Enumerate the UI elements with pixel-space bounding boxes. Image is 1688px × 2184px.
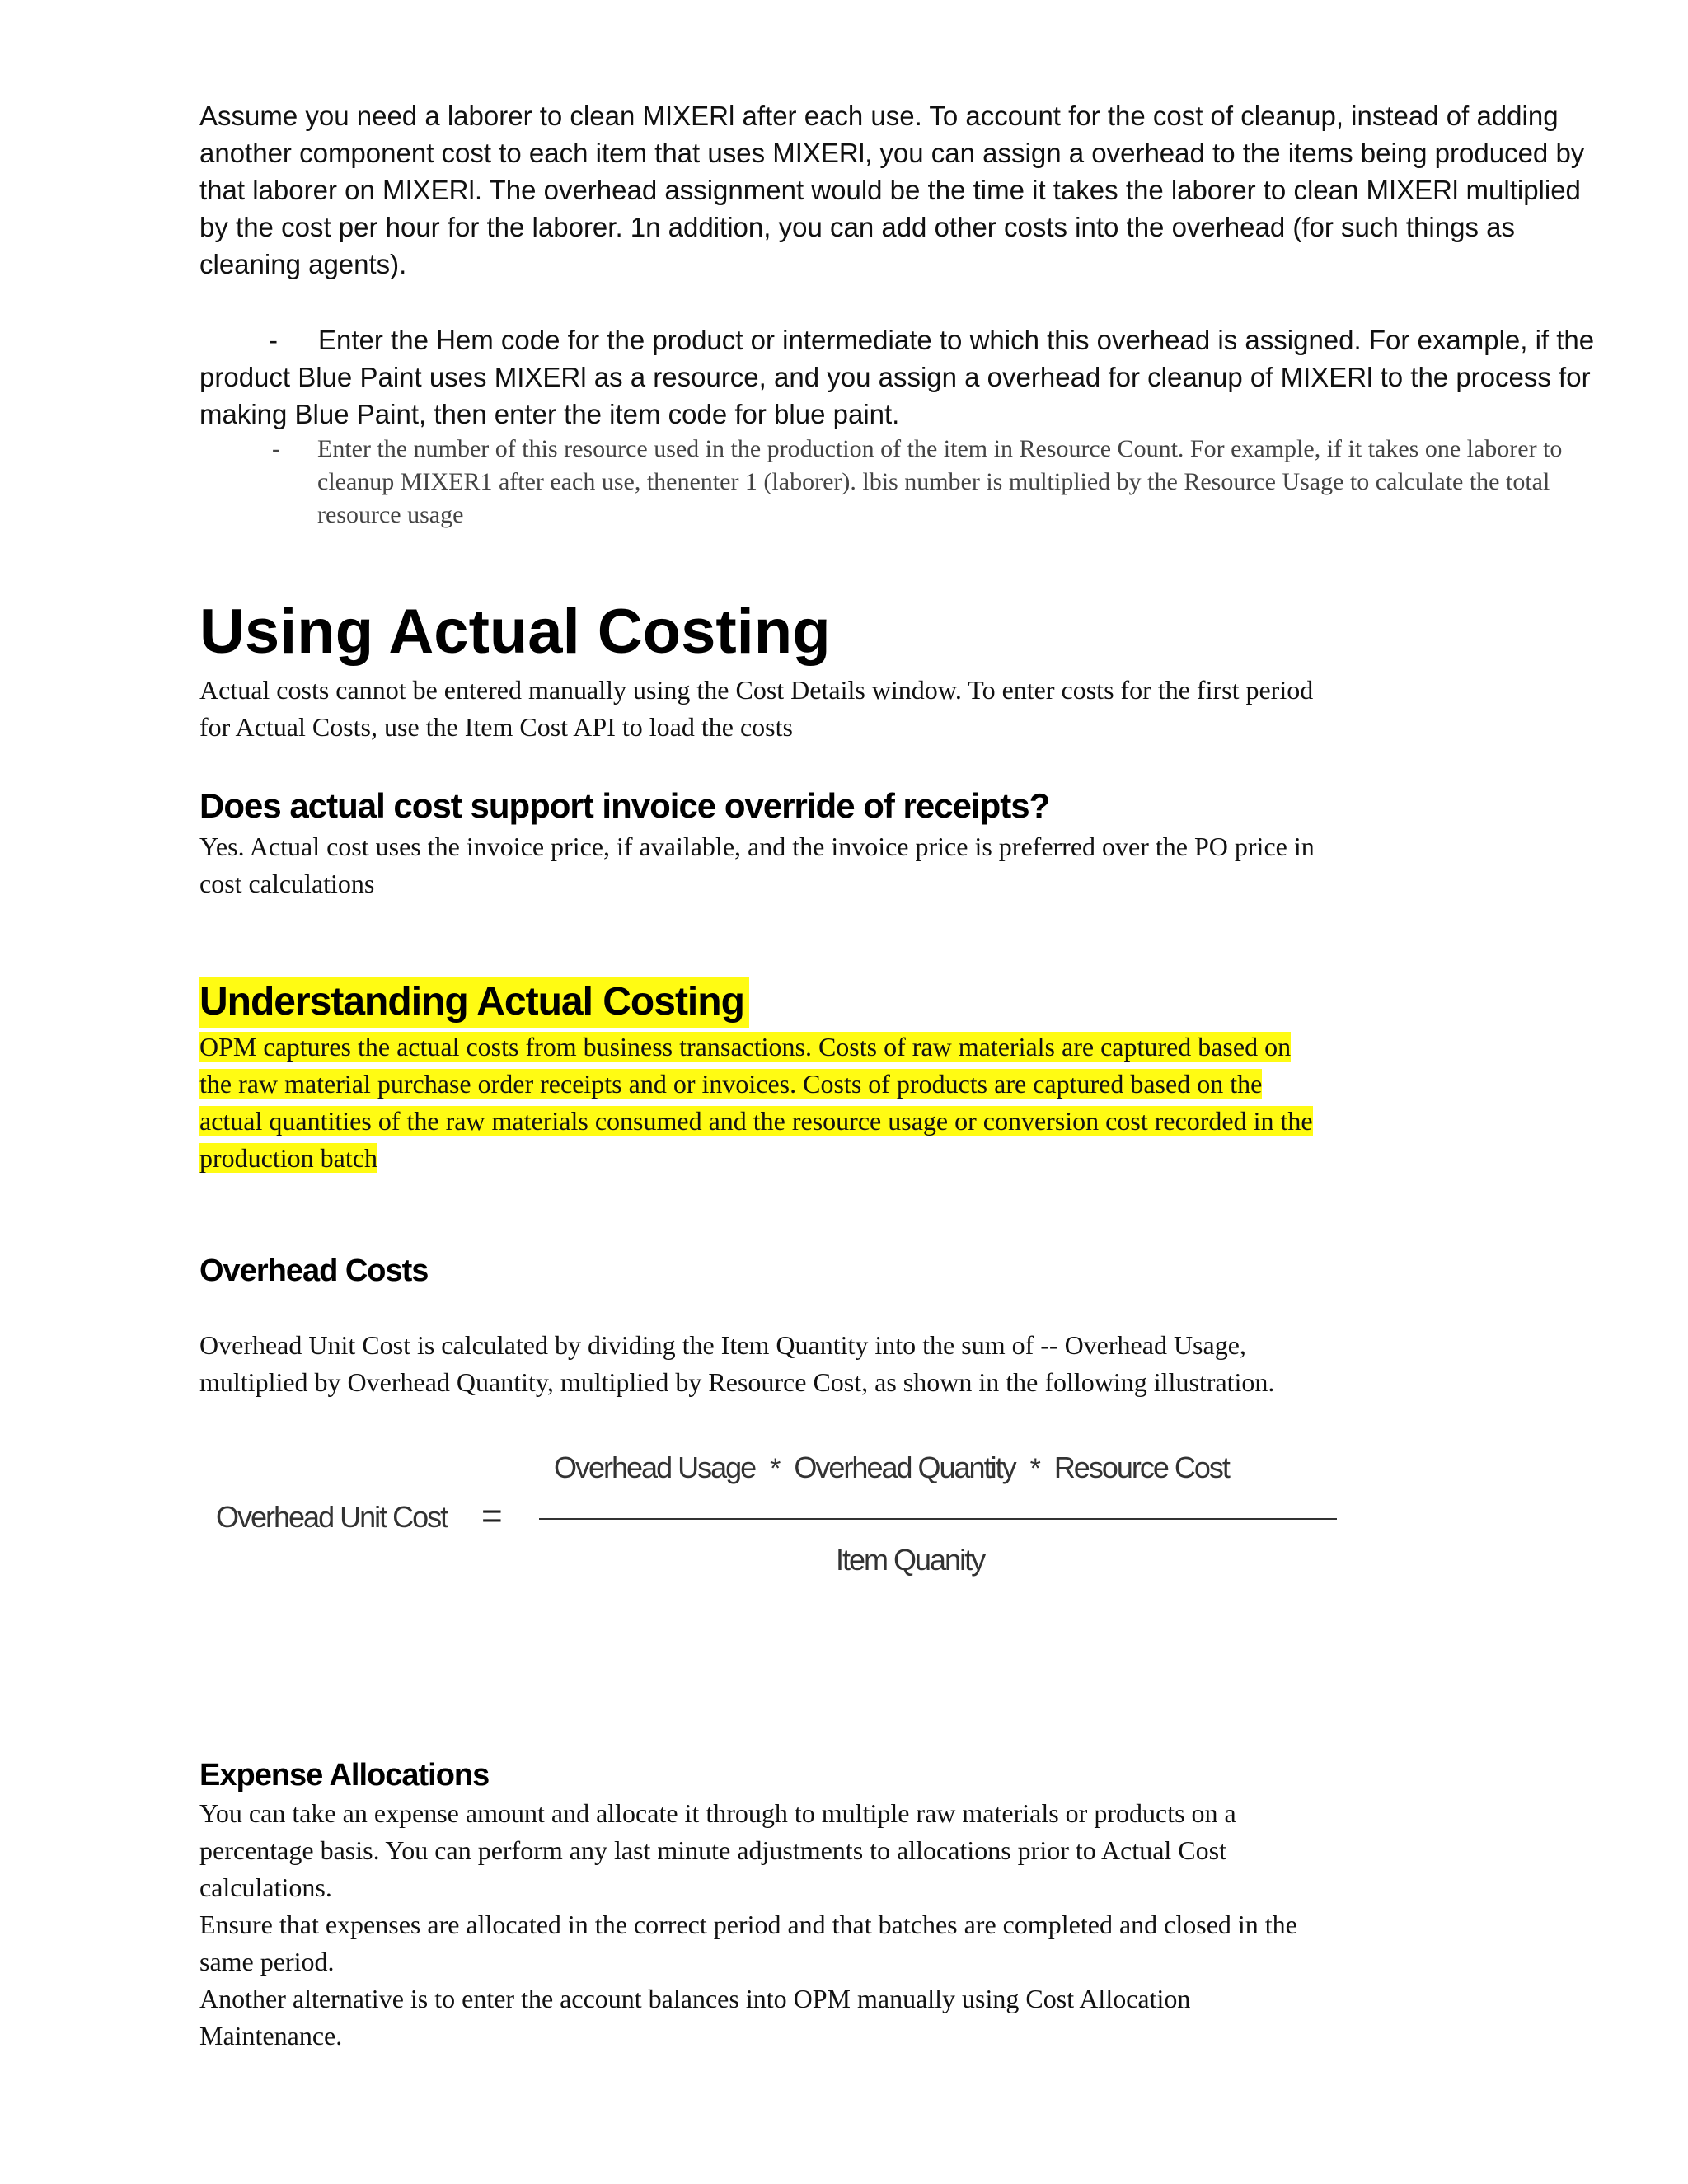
formula-multiply: * — [770, 1453, 780, 1484]
expense-paragraph: Ensure that expenses are allocated in the correct period and that batches are completed and closed in the same period. — [199, 1910, 1297, 1976]
formula-term-resource-cost: Resource Cost — [1053, 1451, 1229, 1484]
fraction-bar — [539, 1518, 1337, 1520]
actual-costing-paragraph: Actual costs cannot be entered manually using the Cost Details window. To enter costs for the first period for Actual Costs, use the Item Cost API to load the costs — [199, 675, 1314, 742]
overhead-formula-illustration — [216, 1451, 1337, 1582]
formula-term-overhead-usage: Overhead Usage — [554, 1451, 756, 1484]
heading-invoice-override: Does actual cost support invoice override of receipts? — [199, 786, 1050, 825]
section-title-using-actual-costing: Using Actual Costing — [199, 597, 831, 667]
understanding-paragraph — [199, 1029, 1320, 1177]
overhead-paragraph: Overhead Unit Cost is calculated by dividing the Item Quantity into the sum of -- Overhead Usage, multiplied by Overhead Quantity, multiplied by Resource Cost, as shown in the following illustration. — [199, 1330, 1275, 1397]
formula-numerator — [554, 1451, 1229, 1485]
bullet-text: Enter the number of this resource used in the production of the item in Resource Count. For example, if it takes one laborer to cleanup MIXER1 after each use, thenenter 1 (laborer). lbis number is multiplied by the Resource Usage to calculate the total resource usage — [317, 435, 1563, 528]
formula-lhs: Overhead Unit Cost — [216, 1500, 448, 1534]
formula-equals: = — [481, 1496, 503, 1536]
heading-understanding-actual-costing: Understanding Actual Costing — [199, 977, 749, 1028]
formula-term-overhead-quantity: Overhead Quantity — [794, 1451, 1015, 1484]
bullet-text: Enter the Hem code for the product or intermediate to which this overhead is assigned. For example, if the product Blue Paint uses MIXERl as a resource, and you assign a overhead for cleanup of MIXERl to the process for making Blue Paint, then enter the item code for blue paint. — [199, 325, 1595, 429]
heading-overhead-costs: Overhead Costs — [199, 1254, 429, 1288]
formula-multiply: * — [1029, 1453, 1039, 1484]
highlighted-text: OPM captures the actual costs from business transactions. Costs of raw materials are captured based on the raw material purchase order receipts and or invoices. Costs of products are captured based on the actual quantities of the raw materials consumed and the resource usage or conversion cost recorded in the production batch — [199, 1032, 1313, 1173]
intro-paragraph: Assume you need a laborer to clean MIXERl after each use. To account for the cost of cleanup, instead of adding another component cost to each item that uses MIXERl, you can assign a overhead to the items being produced by that laborer on MIXERl. The overhead assignment would be the time it takes the laborer to clean MIXERl multiplied by the cost per hour for the laborer. 1n addition, you can add other costs into the overhead (for such things as cleaning agents). — [199, 101, 1585, 279]
expense-paragraph: You can take an expense amount and allocate it through to multiple raw materials or products on a percentage basis. You can perform any last minute adjustments to allocations prior to Actual Cost calculations. — [199, 1798, 1236, 1902]
expense-paragraph: Another alternative is to enter the account balances into OPM manually using Cost Allocation Maintenance. — [199, 1984, 1191, 2050]
heading-expense-allocations: Expense Allocations — [199, 1758, 490, 1793]
bullet-item-item-code — [199, 321, 1601, 433]
formula-denominator: Item Quanity — [836, 1543, 985, 1577]
bullet-item-resource-count — [272, 433, 1624, 532]
bullet-dash: - — [269, 325, 278, 355]
invoice-paragraph: Yes. Actual cost uses the invoice price, if available, and the invoice price is preferred over the PO price in cost calculations — [199, 832, 1315, 898]
bullet-dash: - — [272, 435, 280, 462]
expense-paragraphs — [199, 1795, 1337, 2055]
